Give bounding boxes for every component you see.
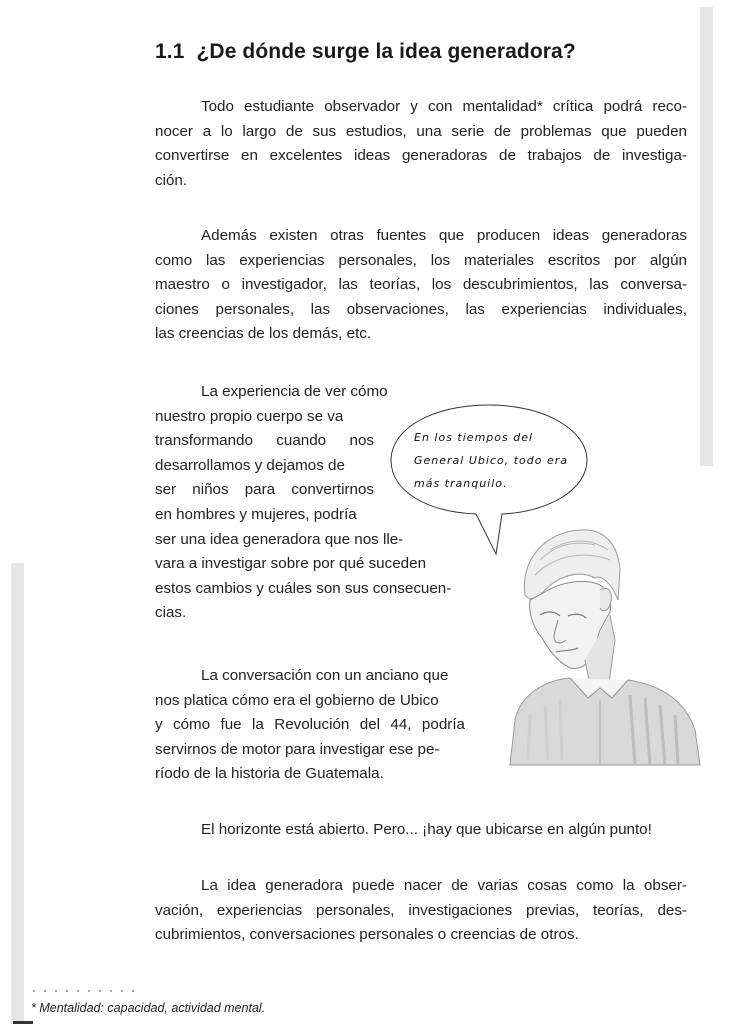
paragraph-line: La experiencia de ver cómo <box>201 383 388 400</box>
paragraph-line: Además existen otras fuentes que producen ideas generadoras <box>201 227 687 244</box>
paragraph-line: ser niños para convertirnos <box>155 481 374 499</box>
section-number: 1.1 <box>155 40 185 63</box>
paragraph-line: desarrollamos y dejamos de <box>155 456 345 474</box>
speech-bubble-text <box>414 426 569 495</box>
paragraph-5 <box>155 818 695 843</box>
running-header-clipped <box>40 0 130 4</box>
paragraph-line: nuestro propio cuerpo se va <box>155 407 344 425</box>
paragraph-line: ciones personales, las observaciones, las experiencias individuales, <box>155 300 687 318</box>
paragraph-line: ser una idea generadora que nos lle- <box>155 530 404 548</box>
speech-line: más tranquilo. <box>414 477 508 490</box>
paragraph-line: servirnos de motor para investigar ese pe- <box>155 740 440 758</box>
paragraph-4 <box>155 664 465 787</box>
paragraph-line: estos cambios y cuáles son sus consecuen- <box>155 579 452 597</box>
footnote-separator <box>33 990 158 994</box>
paragraph-line: vara a investigar sobre por qué suceden <box>155 555 427 573</box>
paragraph-1 <box>155 95 687 193</box>
paragraph-line: maestro o investigador, las teorías, los descubrimientos, las conversa- <box>155 276 687 294</box>
paragraph-line: cias. <box>155 604 187 622</box>
paragraph-line: nocer a lo largo de sus estudios, una serie de problemas que pueden <box>155 122 687 140</box>
page-edge-bar-right <box>700 7 713 466</box>
speech-bubble <box>388 402 590 526</box>
paragraph-line: como las experiencias personales, los materiales escritos por algún <box>155 251 687 269</box>
paragraph-line: La conversación con un anciano que <box>201 667 449 684</box>
paragraph-line: vación, experiencias personales, investigaciones previas, teorías, des- <box>155 901 687 919</box>
paragraph-line: El horizonte está abierto. Pero... ¡hay que ubicarse en algún punto! <box>201 821 652 838</box>
speech-line: En los tiempos del <box>414 431 534 444</box>
paragraph-line: ríodo de la historia de Guatemala. <box>155 765 384 783</box>
paragraph-line: en hombres y mujeres, podría <box>155 505 357 523</box>
section-title-text: ¿De dónde surge la idea generadora? <box>196 40 576 63</box>
paragraph-line: Todo estudiante observador y con mentalidad* crítica podrá reco- <box>201 98 687 115</box>
paragraph-line: las creencias de los demás, etc. <box>155 325 372 343</box>
paragraph-2 <box>155 224 687 347</box>
elderly-man-illustration <box>500 520 715 770</box>
paragraph-line: convertirse en excelentes ideas generadoras de trabajos de investiga- <box>155 147 687 165</box>
paragraph-6 <box>155 874 687 948</box>
elderly-man-sketch-icon <box>500 520 715 770</box>
paragraph-line: cubrimientos, conversaciones personales o creencias de otros. <box>155 926 579 944</box>
speech-line: General Ubico, todo era <box>414 454 568 467</box>
paragraph-line: transformando cuando nos <box>155 432 374 450</box>
paragraph-line: nos platica cómo era el gobierno de Ubico <box>155 691 439 709</box>
paragraph-line: La idea generadora puede nacer de varias cosas como la obser- <box>201 877 687 894</box>
paragraph-line: ción. <box>155 171 188 189</box>
footnote: * Mentalidad: capacidad, actividad mental. <box>31 1001 266 1015</box>
section-title <box>155 40 576 64</box>
page-edge-bar-left <box>11 563 24 1024</box>
paragraph-line: y cómo fue la Revolución del 44, podría <box>155 716 465 734</box>
